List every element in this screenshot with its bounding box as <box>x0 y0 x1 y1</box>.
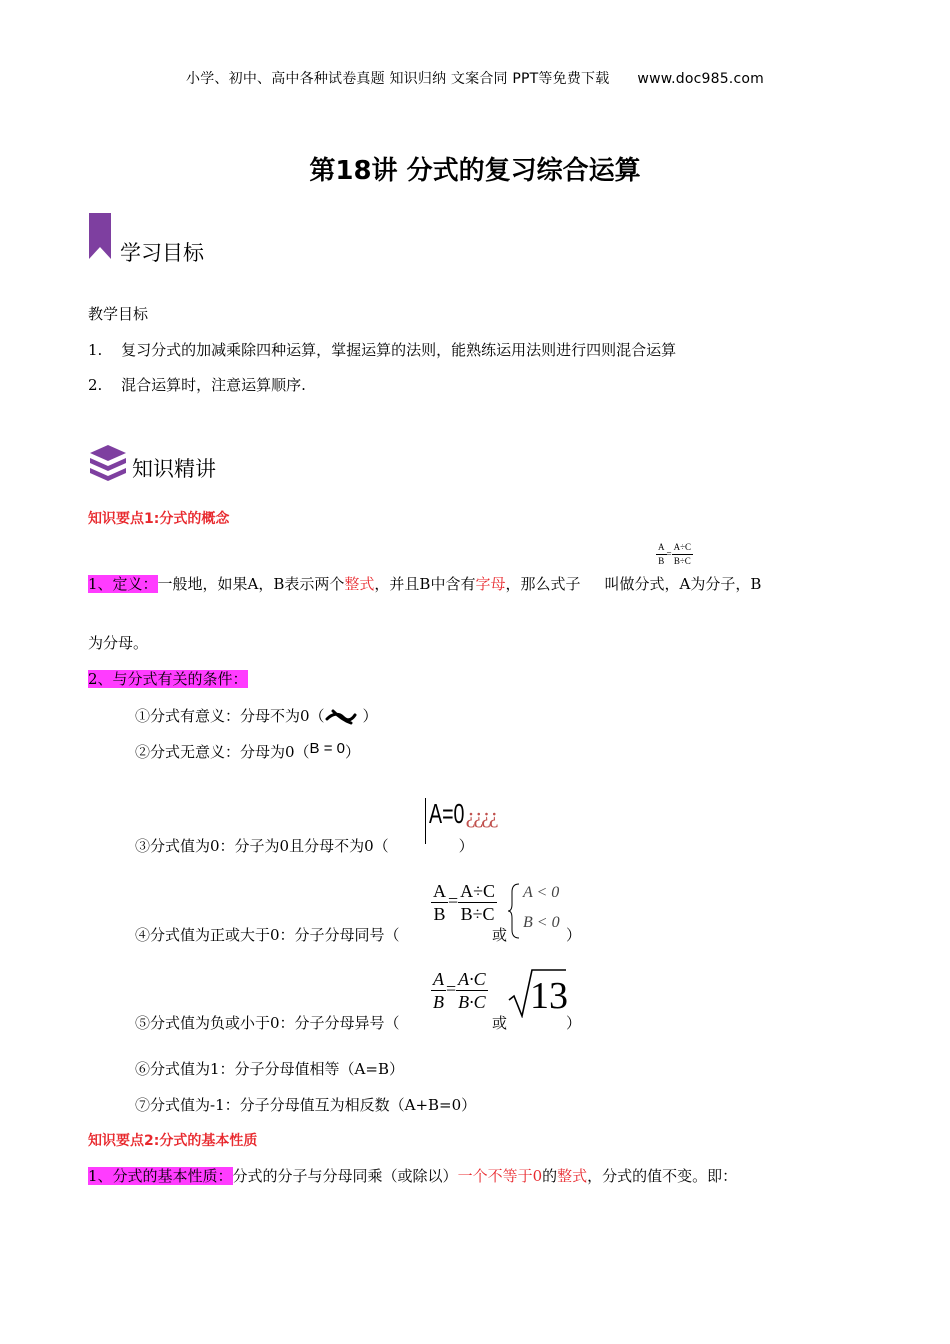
condition-7: ⑦分式值为-1：分子分母值互为相反数（A+B=0） <box>135 1096 477 1114</box>
property-text: 分式的分子与分母同乘（或除以） <box>232 1167 458 1185</box>
sqrt-radicand: 13 <box>530 975 568 1017</box>
or-word: 或 <box>492 1014 508 1032</box>
mini-numerator: A <box>656 543 667 555</box>
left-brace-icon <box>507 882 521 940</box>
objective-item <box>88 339 676 360</box>
fraction-numerator: A·C <box>458 969 486 989</box>
objective-number: 1. <box>88 341 103 359</box>
condition-text: ①分式有意义：分母不为0（ <box>135 707 325 725</box>
or-word: 或 <box>492 926 508 944</box>
property-text: 的 <box>542 1167 558 1185</box>
definition-text: 叫做分式，A为分子，B <box>604 575 762 593</box>
fraction-numerator: A÷C <box>460 881 496 901</box>
header-url[interactable]: www.doc985.com <box>637 71 764 87</box>
point1-title: 知识要点1:分式的概念 <box>88 511 230 527</box>
condition-text: ⑤分式值为负或小于0：分子分母异号（ <box>135 1014 400 1032</box>
condition-6: ⑥分式值为1：分子分母值相等（A=B） <box>135 1060 404 1078</box>
condition-text: ） <box>345 743 361 761</box>
fraction-denominator: B÷C <box>460 904 495 924</box>
condition-5-end: ） <box>566 1014 582 1032</box>
condition-4-formula: $\frac{A}{B}$ = $\frac{A\div C}{B\div C}$ <box>433 881 496 924</box>
definition-keyword: 整式 <box>344 575 375 593</box>
condition-text: ） <box>458 837 474 855</box>
condition-text: ③分式值为0：分子为0且分母不为0（ <box>135 837 389 855</box>
section-heading-objectives: 学习目标 <box>120 241 204 265</box>
mini-fraction-formula: $\frac{A}{B}$ = $\frac{A\div C}{B\div C}$ <box>658 542 692 566</box>
condition-text: ） <box>362 707 378 725</box>
header-text: 小学、初中、高中各种试卷真题 知识归纳 文案合同 PPT等免费下载 <box>186 71 610 87</box>
page-title: 第18讲 分式的复习综合运算 <box>309 156 641 186</box>
conditions-label-text: 2、与分式有关的条件： <box>88 670 248 688</box>
fraction-denominator: B·C <box>458 992 486 1012</box>
scribble-mark-icon <box>325 709 357 725</box>
property-keyword: 整式 <box>557 1167 588 1185</box>
condition-math: B = 0 <box>309 740 345 757</box>
definition-keyword: 字母 <box>475 575 506 593</box>
condition-4-case: A < 0 <box>523 884 560 901</box>
mini-numerator: A÷C <box>672 543 693 555</box>
mini-denominator: B <box>658 556 665 566</box>
condition-glyphs: ¿¿¿¿ <box>465 803 497 828</box>
condition-3 <box>135 835 474 856</box>
objective-number: 2. <box>88 376 103 394</box>
condition-4-end: ） <box>566 926 582 944</box>
condition-4-case: B < 0 <box>523 914 560 931</box>
conditions-label <box>88 668 248 689</box>
books-stack-icon <box>88 443 128 485</box>
condition-math: A=0 <box>429 798 465 829</box>
condition-text: ②分式无意义：分母为0（ <box>135 743 310 761</box>
property-text: ，分式的值不变。即： <box>587 1167 738 1185</box>
definition-line <box>88 573 761 594</box>
property-keyword: 一个不等于0 <box>457 1167 543 1185</box>
fraction-numerator: A <box>433 881 446 901</box>
condition-2 <box>135 741 360 762</box>
fraction-denominator: B <box>433 904 446 924</box>
condition-5 <box>135 1012 400 1033</box>
point2-title: 知识要点2:分式的基本性质 <box>88 1133 258 1149</box>
section-heading-knowledge: 知识精讲 <box>132 457 216 481</box>
page-header <box>0 68 950 88</box>
definition-continuation: 为分母。 <box>88 634 149 652</box>
condition-text: ④分式值为正或大于0：分子分母同号（ <box>135 926 400 944</box>
definition-text: 一般地，如果A，B表示两个 <box>157 575 345 593</box>
fraction-numerator: A <box>433 969 444 989</box>
objective-item <box>88 374 306 395</box>
mini-denominator: B÷C <box>673 556 691 566</box>
definition-label: 1、定义： <box>88 575 158 593</box>
condition-4 <box>135 924 400 945</box>
property-line <box>88 1165 737 1186</box>
objective-text: 复习分式的加减乘除四种运算，掌握运算的法则，能熟练运用法则进行四则混合运算 <box>121 341 677 359</box>
condition-3-formula <box>425 798 497 844</box>
definition-text: ，并且B中含有 <box>374 575 476 593</box>
objective-text: 混合运算时，注意运算顺序. <box>121 376 306 394</box>
condition-5-formula: $\frac{A}{B}$ = $\frac{A\cdot C}{B\cdot C}$ <box>433 969 486 1012</box>
condition-1 <box>135 705 378 726</box>
objectives-label: 教学目标 <box>88 305 149 323</box>
fraction-denominator: B <box>433 992 444 1012</box>
bookmark-icon <box>89 213 111 259</box>
property-label: 1、分式的基本性质： <box>88 1167 233 1185</box>
definition-text: ，那么式子 <box>505 575 581 593</box>
